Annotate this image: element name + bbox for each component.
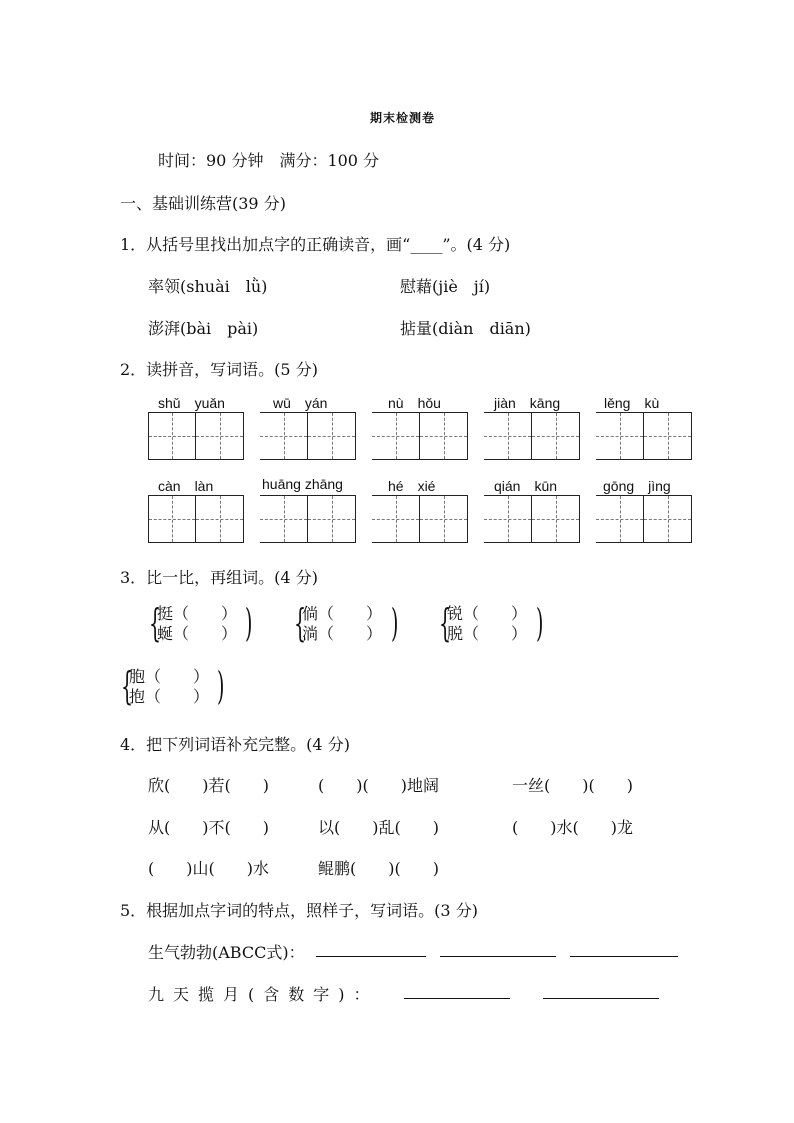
writing-box[interactable]	[196, 495, 244, 543]
q1-stem: 1．从括号里找出加点字的正确读音，画“____”。(4 分)	[120, 235, 511, 254]
writing-box[interactable]	[532, 495, 580, 543]
left-brace: {	[121, 664, 134, 708]
idiom-item: ( )山( )水	[148, 859, 269, 878]
answer-blank[interactable]	[316, 956, 426, 957]
compare-item: 脱（ ）	[447, 624, 528, 643]
writing-box[interactable]	[644, 495, 692, 543]
left-brace: {	[149, 601, 162, 645]
writing-box[interactable]	[260, 412, 308, 460]
section-heading: 一、基础训练营(39 分)	[120, 194, 286, 213]
right-paren: )	[536, 601, 544, 645]
right-paren: )	[245, 601, 253, 645]
writing-box[interactable]	[484, 412, 532, 460]
idiom-item: 一丝( )( )	[512, 776, 633, 795]
idiom-item: ( )水( )龙	[512, 818, 633, 837]
writing-box[interactable]	[260, 495, 308, 543]
idiom-item: 从( )不( )	[148, 818, 269, 837]
q2-stem: 2．读拼音，写词语。(5 分)	[120, 360, 318, 379]
right-paren: )	[391, 601, 399, 645]
q1-item: 慰藉(jiè jí)	[400, 277, 491, 296]
pinyin-label: hé xié	[388, 478, 436, 494]
left-brace: {	[439, 601, 452, 645]
writing-box[interactable]	[596, 495, 644, 543]
pinyin-label: shǔ yuǎn	[158, 395, 225, 411]
writing-box[interactable]	[196, 412, 244, 460]
right-paren: )	[217, 664, 225, 708]
q3-stem: 3．比一比，再组词。(4 分)	[120, 568, 318, 587]
compare-item: 锐（ ）	[447, 604, 528, 623]
pinyin-label: wū yán	[273, 395, 328, 411]
idiom-item: 欣( )若( )	[148, 776, 269, 795]
writing-box[interactable]	[420, 495, 468, 543]
writing-box[interactable]	[532, 412, 580, 460]
q1-item: 率领(shuài lǜ)	[148, 277, 268, 296]
writing-box[interactable]	[484, 495, 532, 543]
q1-item: 澎湃(bài pài)	[148, 319, 259, 338]
writing-box[interactable]	[420, 412, 468, 460]
compare-group	[129, 667, 209, 707]
compare-item: 倘（ ）	[302, 604, 383, 623]
exam-info: 时间：90 分钟 满分：100 分	[158, 151, 380, 170]
answer-blank[interactable]	[440, 956, 556, 957]
compare-item: 挺（ ）	[157, 604, 238, 623]
page-title: 期末检测卷	[370, 111, 436, 125]
q1-item: 掂量(diàn diān)	[400, 319, 531, 338]
pinyin-label: càn làn	[158, 478, 214, 494]
q5-line1-label: 生气勃勃(ABCC式)：	[148, 943, 305, 962]
pinyin-label: jiàn kāng	[494, 395, 561, 411]
q5-stem: 5．根据加点字词的特点，照样子，写词语。(3 分)	[120, 901, 478, 920]
idiom-item: ( )( )地阔	[318, 776, 439, 795]
q4-stem: 4．把下列词语补充完整。(4 分)	[120, 735, 350, 754]
compare-item: 胞（ ）	[129, 667, 210, 686]
writing-box[interactable]	[308, 495, 356, 543]
q5-line2-label: 九天揽月(含数字)：	[148, 985, 379, 1004]
answer-blank[interactable]	[404, 998, 510, 999]
pinyin-label: qián kūn	[494, 478, 558, 494]
compare-item: 抱（ ）	[129, 687, 210, 706]
compare-group	[302, 604, 382, 644]
idiom-item: 以( )乱( )	[318, 818, 439, 837]
writing-box[interactable]	[372, 412, 420, 460]
pinyin-label: gōng jìng	[603, 478, 671, 494]
compare-group	[157, 604, 237, 644]
writing-box[interactable]	[308, 412, 356, 460]
pinyin-label: nù hǒu	[388, 395, 441, 411]
compare-item: 淌（ ）	[302, 624, 383, 643]
writing-box[interactable]	[372, 495, 420, 543]
pinyin-label: huāng zhāng	[262, 476, 343, 492]
left-brace: {	[294, 601, 307, 645]
compare-item: 蜒（ ）	[157, 624, 238, 643]
writing-box[interactable]	[148, 412, 196, 460]
writing-box[interactable]	[644, 412, 692, 460]
idiom-item: 鲲鹏( )( )	[318, 859, 439, 878]
compare-group	[447, 604, 527, 644]
pinyin-label: lěng kù	[604, 395, 660, 411]
writing-box[interactable]	[596, 412, 644, 460]
writing-box[interactable]	[148, 495, 196, 543]
answer-blank[interactable]	[543, 998, 659, 999]
answer-blank[interactable]	[570, 956, 678, 957]
